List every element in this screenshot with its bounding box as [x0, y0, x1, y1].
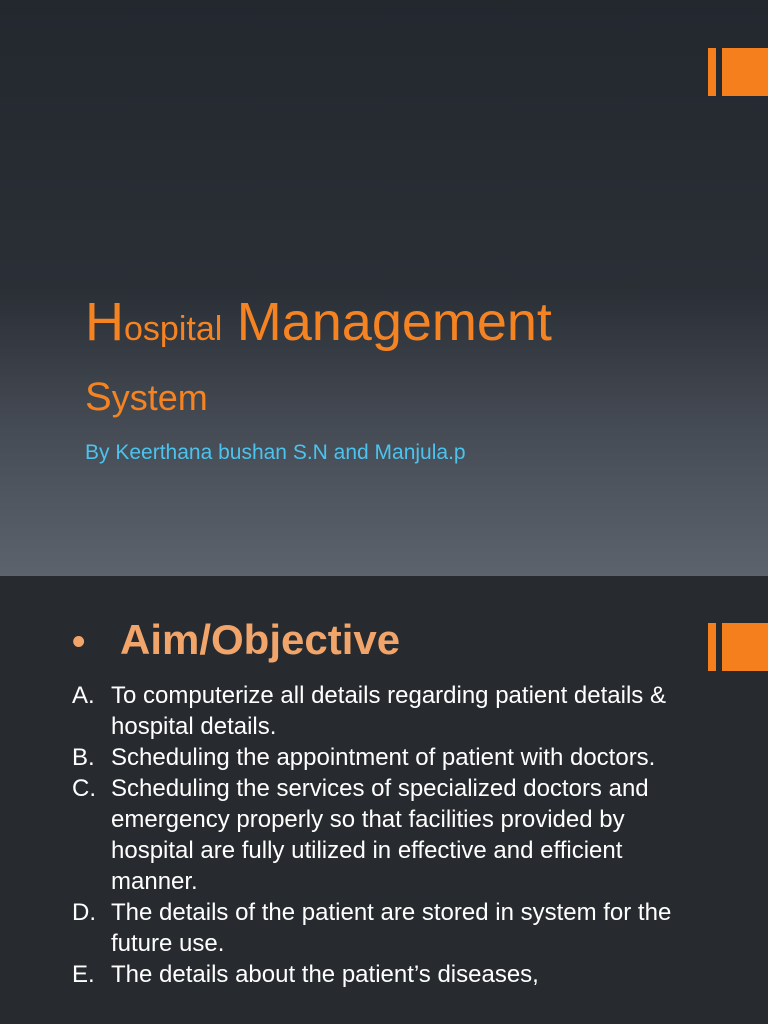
list-item: [72, 742, 682, 773]
author-byline: By Keerthana bushan S.N and Manjula.p: [85, 441, 466, 464]
list-marker: D.: [72, 899, 96, 926]
title-first-letter: H: [85, 292, 124, 352]
accent-block: [722, 623, 768, 671]
title-word-rest: ospital: [124, 310, 223, 348]
title-word-management: Management: [236, 292, 552, 352]
heading-text: Aim/Objective: [120, 616, 401, 663]
list-item-text: Scheduling the services of specialized doctors and emergency properly so that facilities provided by hospital are fully utilized in effective and efficient manner.: [111, 775, 649, 895]
list-item: [72, 959, 682, 990]
list-item-text: The details of the patient are stored in system for the future use.: [111, 899, 672, 957]
list-item-text: To computerize all details regarding patient details & hospital details.: [111, 682, 666, 740]
list-item-text: Scheduling the appointment of patient with doctors.: [111, 744, 656, 771]
list-item: [72, 897, 682, 959]
accent-bar: [708, 48, 716, 96]
list-item: [72, 773, 682, 897]
list-marker: C.: [72, 775, 96, 802]
slide-title: [85, 292, 552, 359]
list-marker: B.: [72, 744, 95, 771]
list-item: [72, 680, 682, 742]
slide-subtitle: [85, 373, 208, 422]
list-marker: A.: [72, 682, 95, 709]
list-marker: E.: [72, 961, 95, 988]
subtitle-rest: ystem: [111, 377, 208, 418]
subtitle-first-letter: S: [85, 375, 112, 419]
accent-bar: [708, 623, 716, 671]
heading-bullet: •: [72, 621, 86, 663]
objectives-list: [72, 680, 682, 990]
accent-block: [722, 48, 768, 96]
list-item-text: The details about the patient’s diseases,: [111, 961, 539, 988]
section-heading: [72, 614, 400, 668]
